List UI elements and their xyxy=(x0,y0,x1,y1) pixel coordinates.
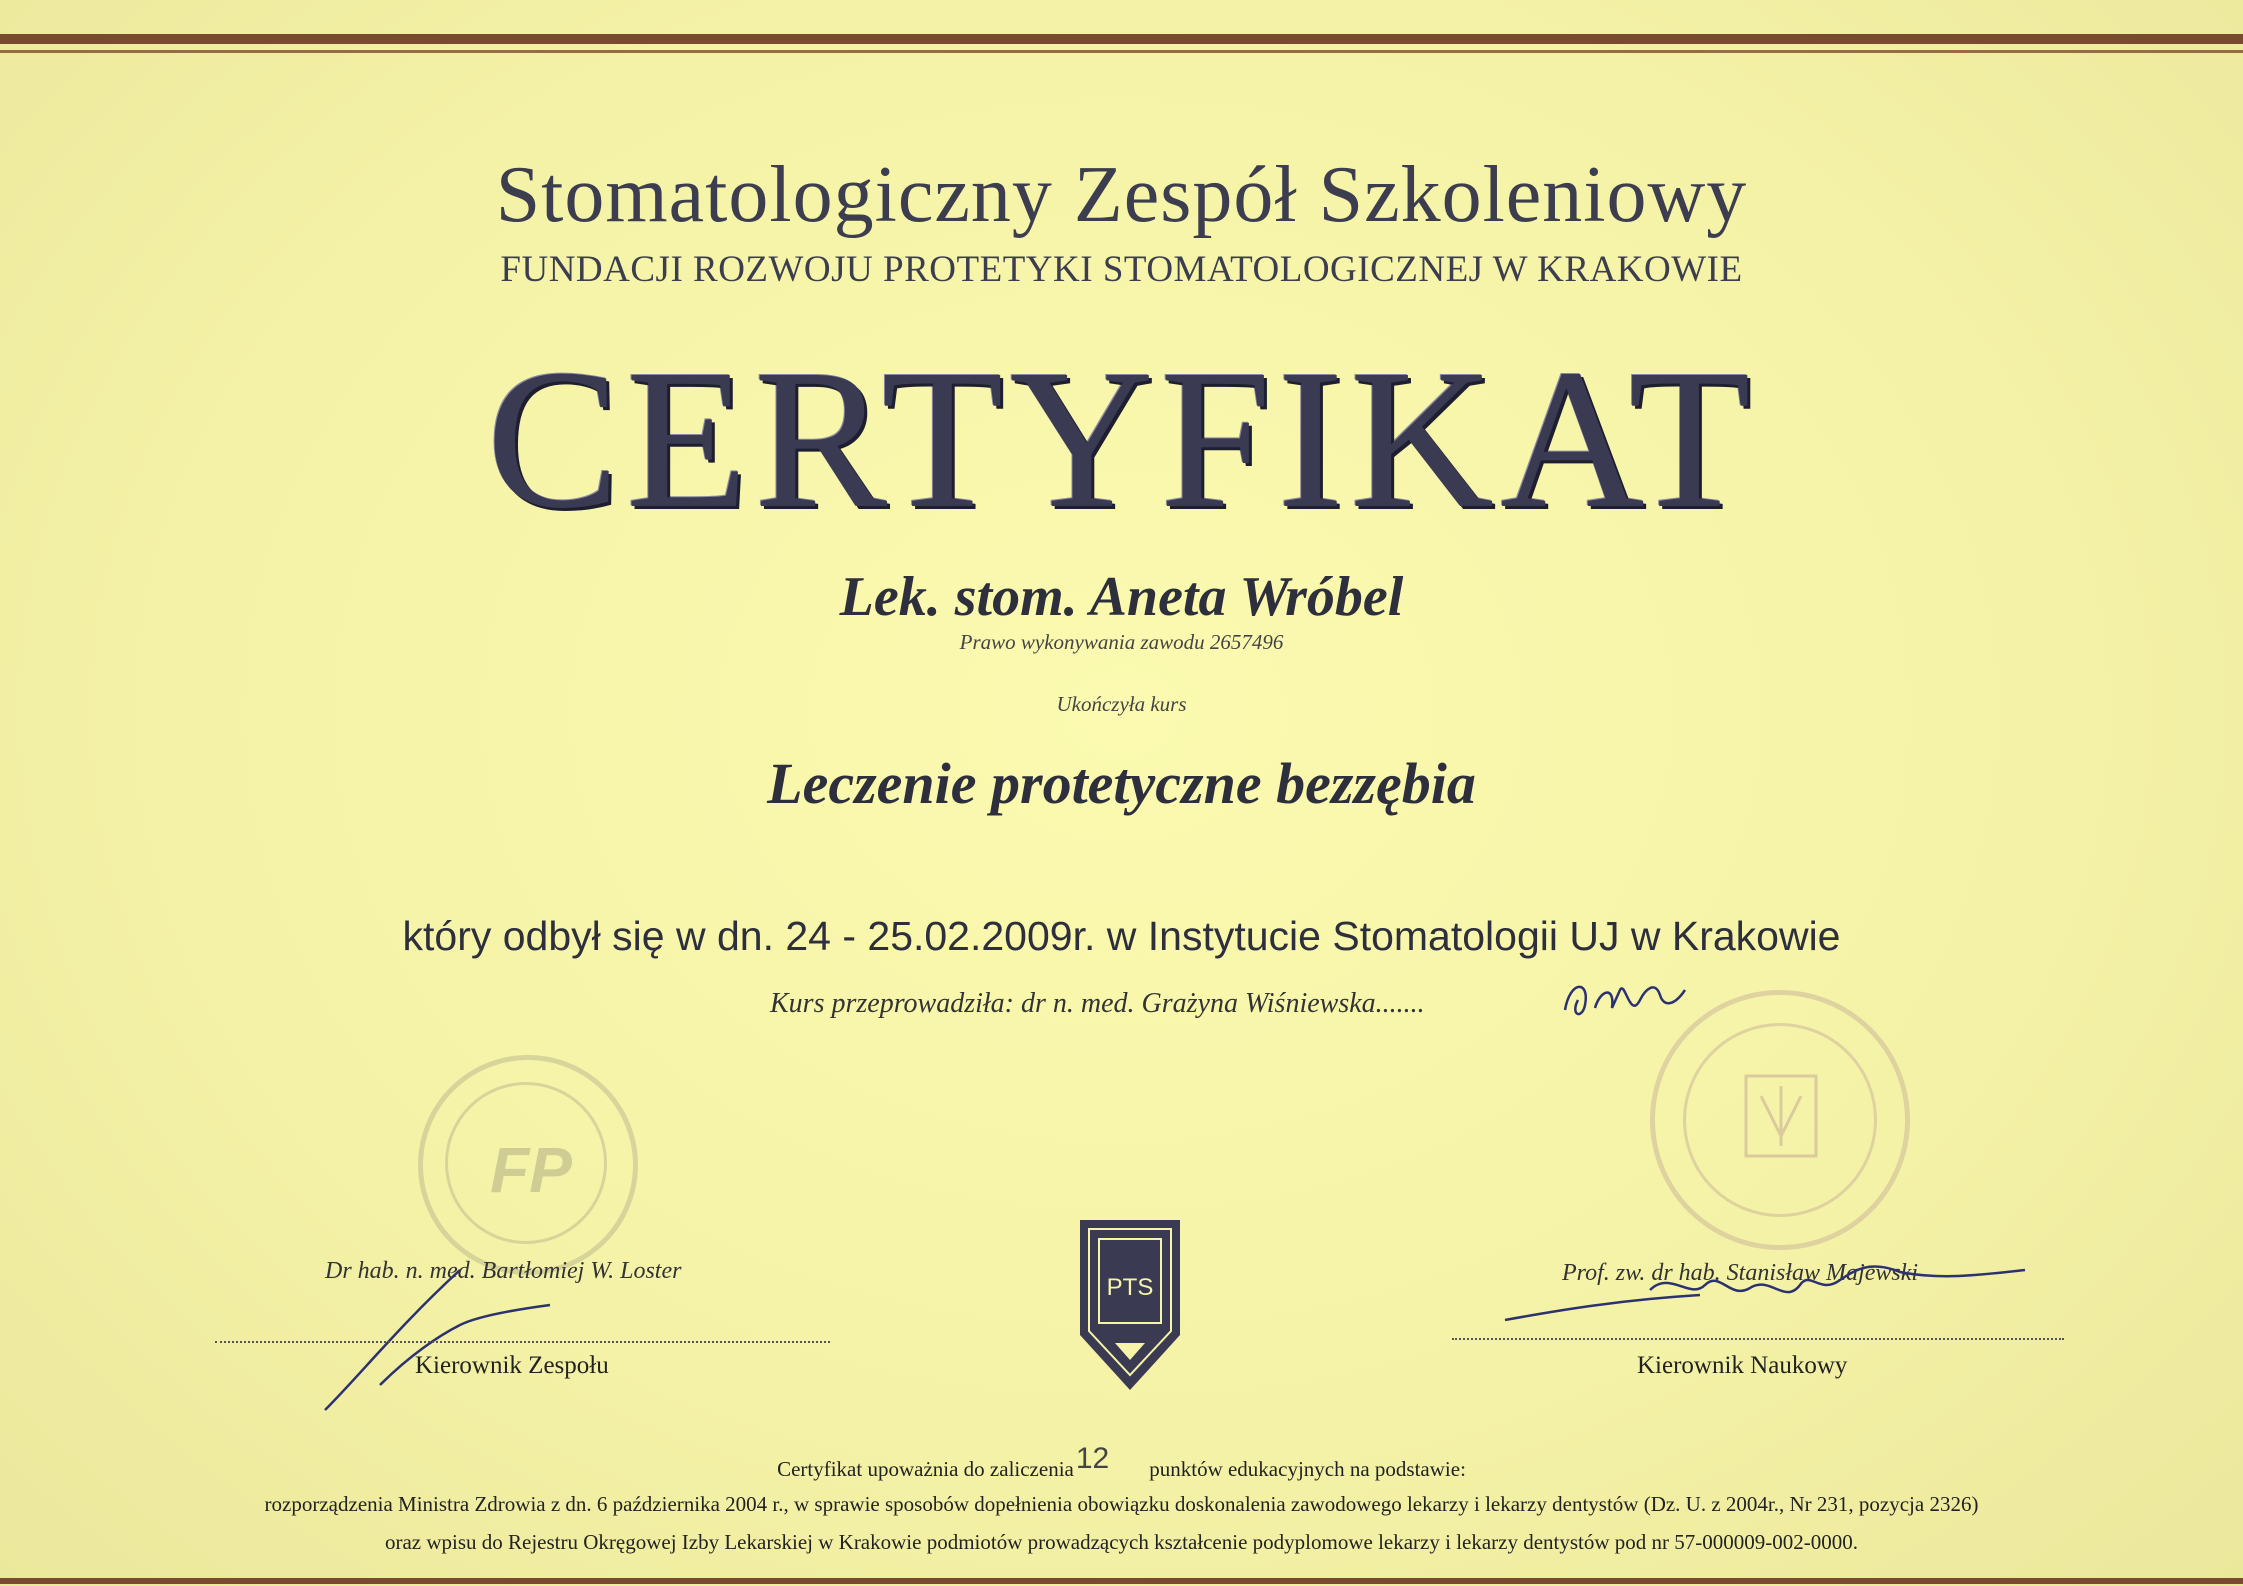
right-signatory-role: Kierownik Naukowy xyxy=(1637,1352,1848,1379)
bottom-border xyxy=(0,1578,2243,1584)
completed-label: Ukończyła kurs xyxy=(1056,692,1187,716)
points-suffix: punktów edukacyjnych na podstawie: xyxy=(1149,1457,1466,1481)
registry-text: oraz wpisu do Rejestru Okręgowej Izby Lekarskiej w Krakowie podmiotów prowadzących kształcenie podyplomowe lekarzy i lekarzy dentystów pod nr 57-000009-002-0000. xyxy=(384,1530,1859,1554)
instructor-signature-icon xyxy=(1560,960,1700,1030)
certificate-title: CERTYFIKAT xyxy=(486,329,1757,550)
course-name: Leczenie protetyczne bezzębia xyxy=(767,751,1476,816)
university-seal xyxy=(1650,990,1910,1250)
recipient-name: Lek. stom. Aneta Wróbel xyxy=(839,566,1404,628)
right-signature-line xyxy=(1452,1338,2064,1340)
points-value: 12 xyxy=(1075,1442,1110,1475)
regulation-text: rozporządzenia Ministra Zdrowia z dn. 6 października 2004 r., w sprawie sposobów dopełnienia obowiązku doskonalenia zawodowego lekarzy i lekarzy dentystów (Dz. U. z 2004r., Nr 231, pozycja 2326) xyxy=(264,1492,1979,1516)
top-border xyxy=(0,34,2243,44)
left-signatory-name: Dr hab. n. med. Bartłomiej W. Loster xyxy=(325,1258,682,1284)
left-signatory-role: Kierownik Zespołu xyxy=(415,1352,609,1379)
right-signature-icon xyxy=(1500,1250,2040,1330)
pts-logo-icon xyxy=(1075,1215,1185,1395)
points-line xyxy=(0,1442,2243,1484)
fp-logo-icon: FP xyxy=(490,1134,572,1206)
organization-title: Stomatologiczny Zespół Szkoleniowy xyxy=(495,151,1748,239)
pts-logo-text: PTS xyxy=(1106,1274,1154,1301)
seal-crest-icon xyxy=(1686,1026,1874,1214)
top-border-thin xyxy=(0,50,2243,53)
license-number: Prawo wykonywania zawodu 2657496 xyxy=(959,630,1284,654)
stamp-inner-ring xyxy=(445,1082,607,1244)
course-held-info: który odbył się w dn. 24 - 25.02.2009r. w Instytucie Stomatologii UJ w Krakowie xyxy=(402,913,1841,959)
instructor-line: Kurs przeprowadziła: dr n. med. Grażyna Wiśniewska....... xyxy=(770,988,1425,1019)
left-signature-line xyxy=(215,1341,830,1343)
left-signature-icon xyxy=(320,1265,620,1415)
seal-inner-ring xyxy=(1683,1023,1877,1217)
foundation-subtitle: FUNDACJI ROZWOJU PROTETYKI STOMATOLOGICZNEJ W KRAKOWIE xyxy=(500,249,1743,290)
right-signatory-name: Prof. zw. dr hab. Stanisław Majewski xyxy=(1562,1260,1919,1286)
points-prefix: Certyfikat upoważnia do zaliczenia xyxy=(777,1457,1074,1481)
kursy-szs-stamp xyxy=(418,1055,638,1275)
